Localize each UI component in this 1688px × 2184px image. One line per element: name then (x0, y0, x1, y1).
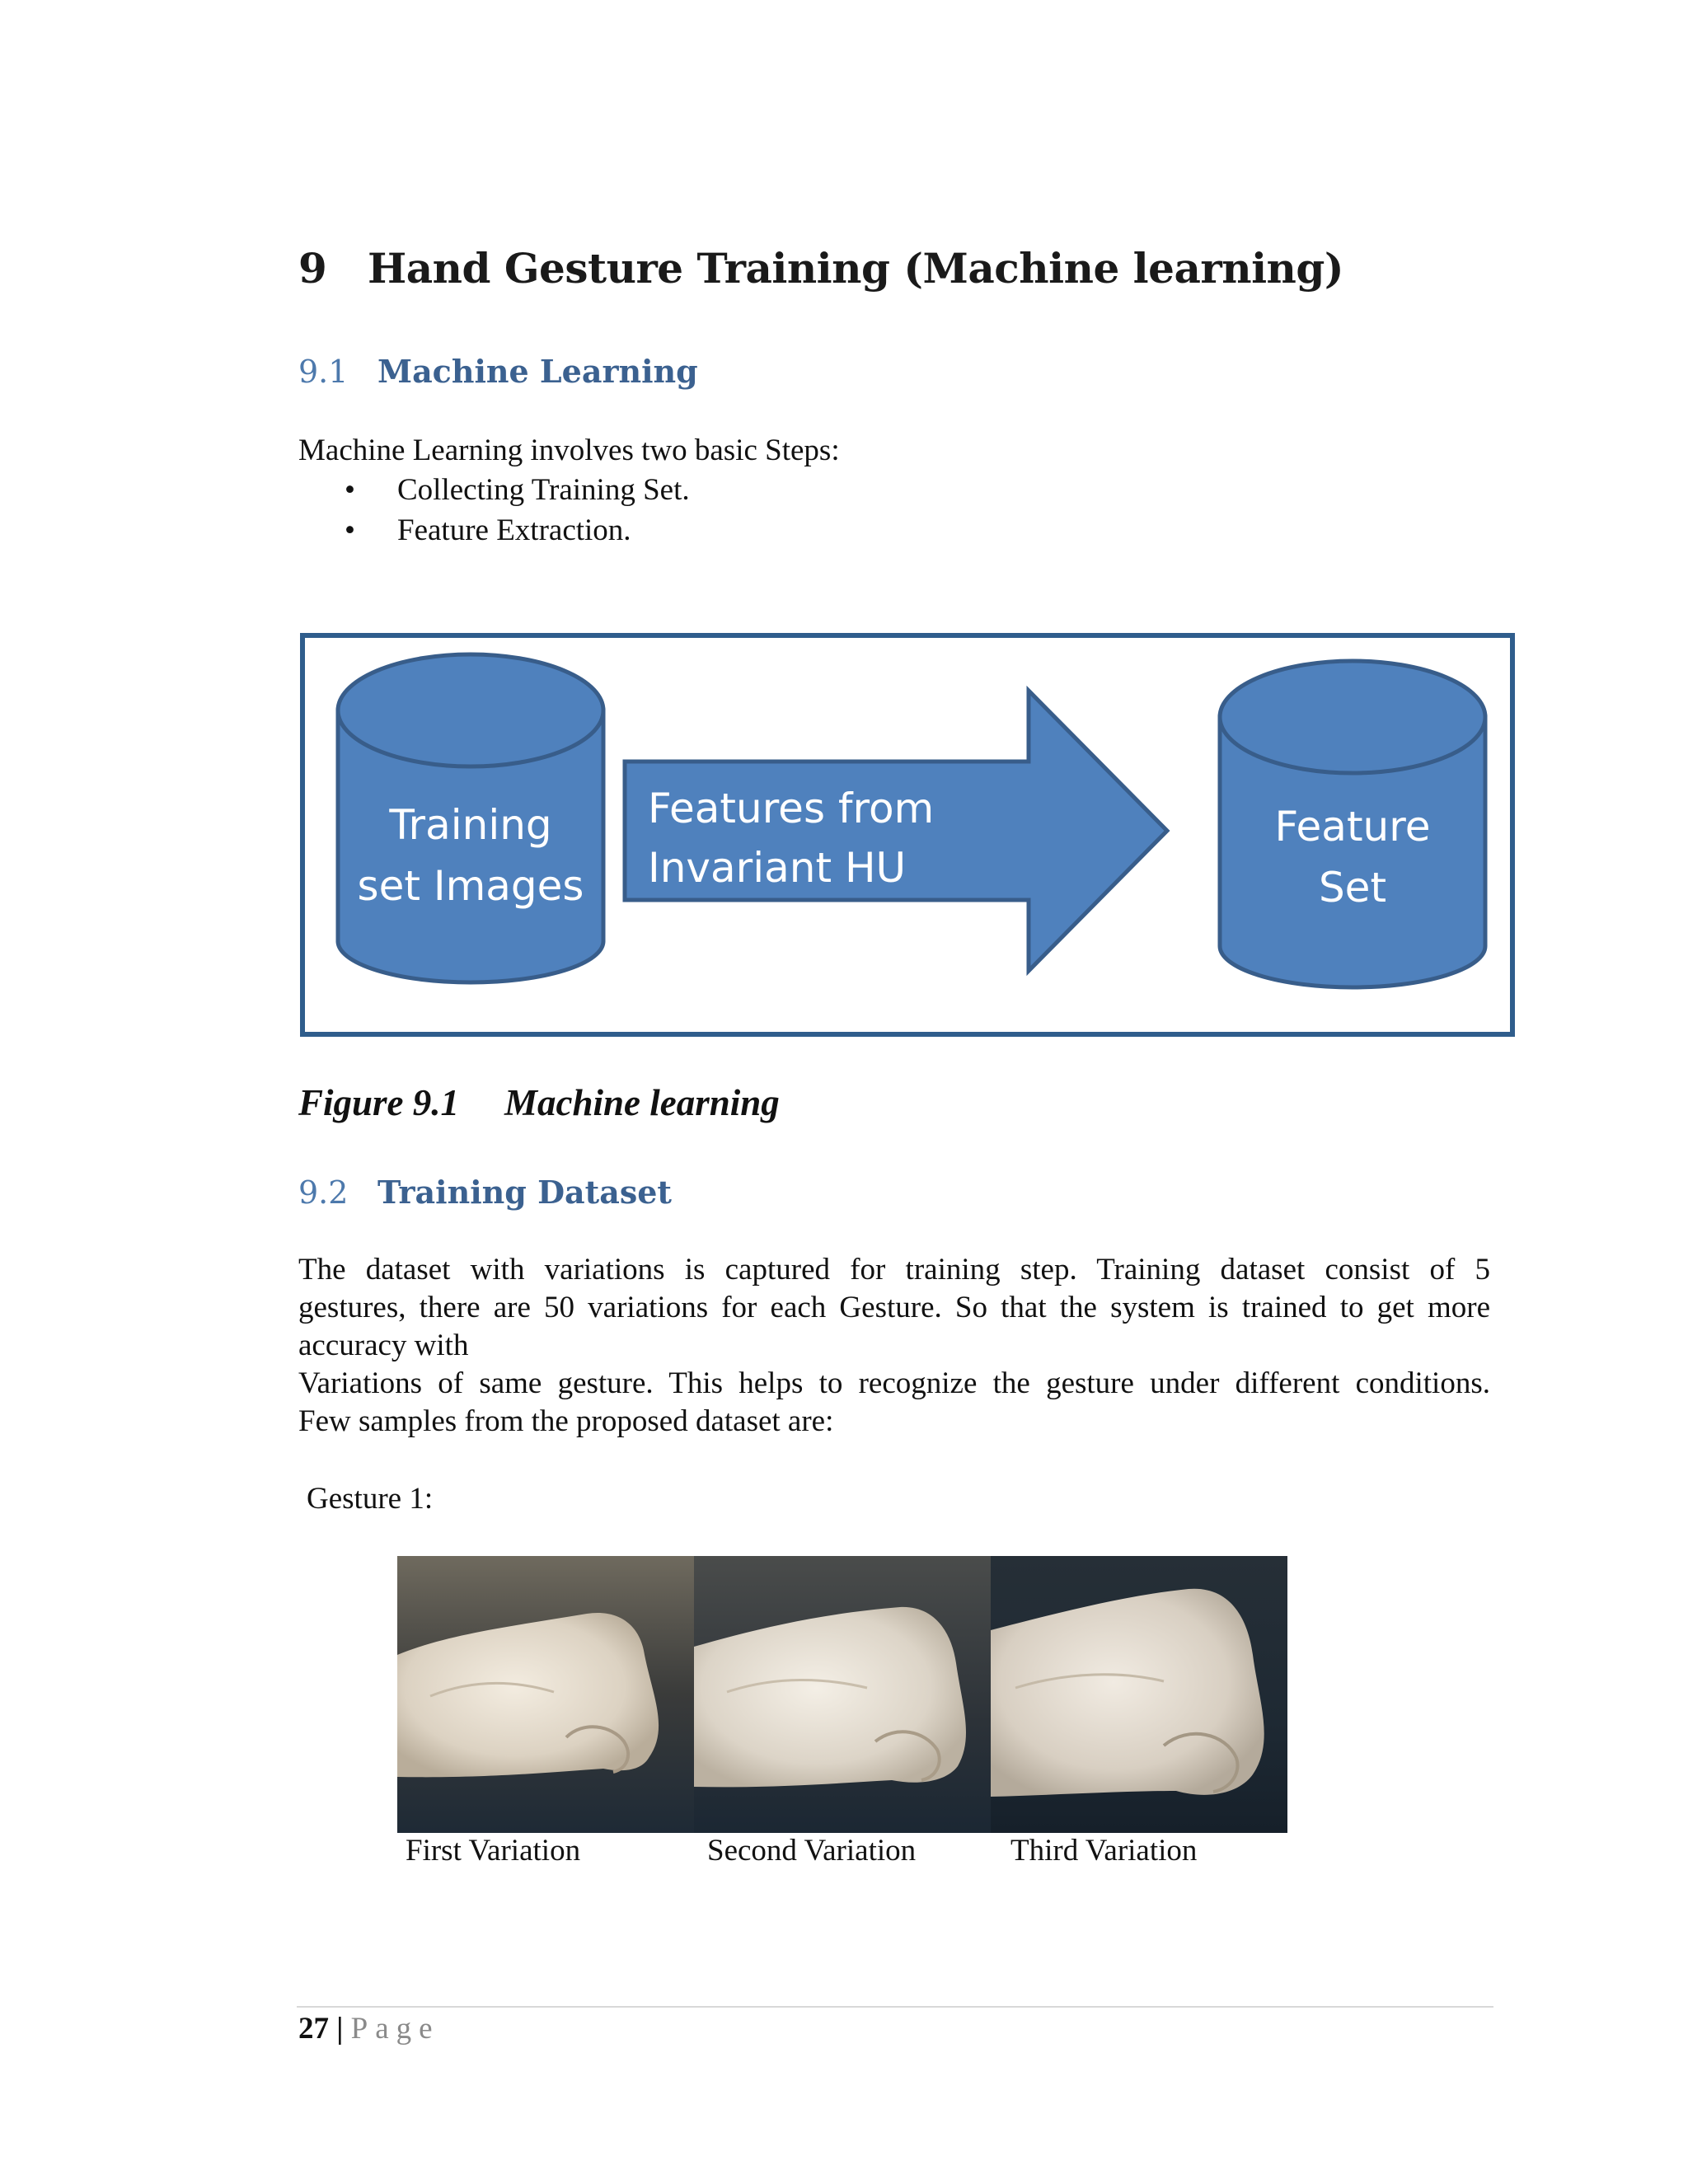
gesture-samples (397, 1556, 1289, 1833)
paragraph-line: accuracy with (298, 1329, 469, 1362)
section-number: 9.2 (298, 1174, 349, 1211)
section-title: Machine Learning (377, 353, 698, 390)
page-number: 27 (298, 2012, 329, 2046)
intro-text: Machine Learning involves two basic Steps: (298, 434, 840, 467)
gesture-label: Gesture 1: (307, 1482, 434, 1516)
section-heading-9-2 (298, 1174, 672, 1211)
chapter-number: 9 (298, 244, 327, 293)
page-footer (298, 2011, 440, 2046)
database-cylinder-icon (1220, 661, 1485, 987)
figure-title: Machine learning (504, 1082, 780, 1123)
paragraph-line: Variations of same gesture. This helps to recognize the gesture under different conditions. (298, 1366, 1490, 1400)
gesture-photo-second (694, 1556, 991, 1833)
dataset-paragraph (298, 1251, 1490, 1441)
variation-label-third: Third Variation (1010, 1834, 1198, 1868)
arrow-label-line2: Invariant HU (648, 844, 907, 892)
variation-label-second: Second Variation (707, 1834, 917, 1868)
diagram-svg (300, 633, 1515, 1037)
list-item-text: Feature Extraction. (397, 513, 631, 547)
paragraph-line: Few samples from the proposed dataset are: (298, 1404, 834, 1438)
left-cylinder-line1: Training (389, 801, 552, 849)
paragraph-line: The dataset with variations is captured for training step. Training dataset consist of 5 (298, 1253, 1490, 1286)
right-cylinder-line1: Feature (1274, 803, 1431, 851)
section-number: 9.1 (298, 354, 349, 390)
bullet-icon: • (345, 473, 355, 507)
figure-caption (298, 1081, 780, 1124)
bullet-icon: • (345, 513, 355, 547)
section-title: Training Dataset (377, 1174, 672, 1211)
paragraph-line: gestures, there are 50 variations for each Gesture. So that the system is trained to get more (298, 1291, 1490, 1324)
arrow-label-line1: Features from (648, 785, 935, 832)
right-cylinder-line2: Set (1318, 864, 1387, 912)
left-cylinder-line2: set Images (357, 862, 584, 910)
machine-learning-diagram (300, 633, 1515, 1037)
chapter-title: Hand Gesture Training (Machine learning) (368, 244, 1344, 293)
list-item (345, 470, 690, 510)
chapter-heading (298, 244, 1343, 293)
gesture-photo-first (397, 1556, 694, 1833)
footer-separator: | (336, 2012, 344, 2046)
figure-label: Figure 9.1 (298, 1082, 460, 1123)
gesture-photo-third (991, 1556, 1287, 1833)
page-label: Page (350, 2012, 440, 2046)
section-heading-9-1 (298, 353, 698, 390)
steps-list (345, 470, 690, 551)
database-cylinder-icon (338, 654, 603, 982)
footer-divider (297, 2006, 1493, 2008)
variation-label-first: First Variation (406, 1834, 581, 1868)
list-item-text: Collecting Training Set. (397, 473, 690, 507)
list-item (345, 510, 690, 551)
